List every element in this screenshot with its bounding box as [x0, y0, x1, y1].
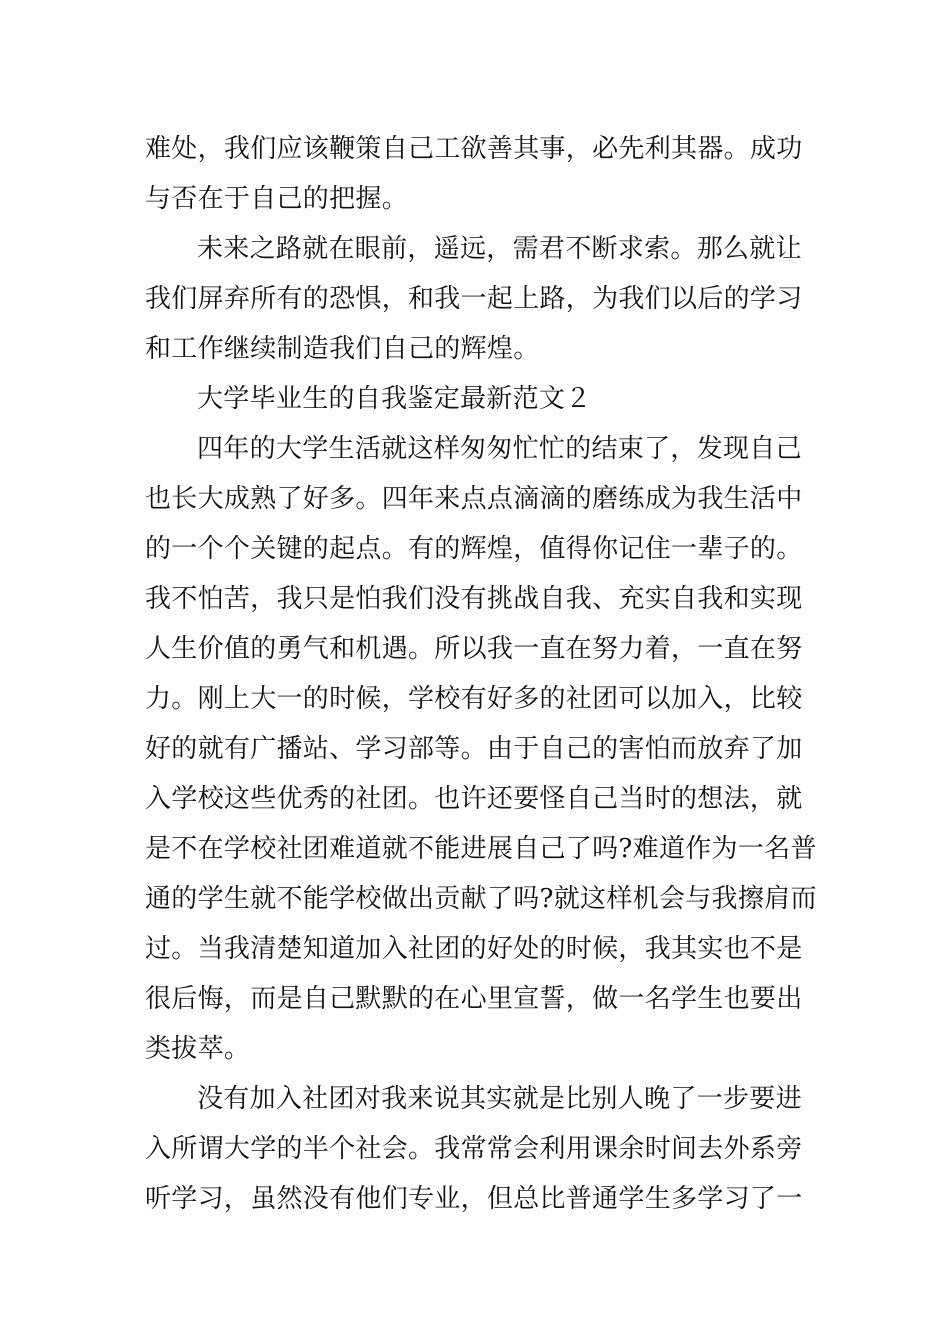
text-line: 过。当我清楚知道加入社团的好处的时候，我其实也不是: [145, 934, 803, 964]
text-line: 四年的大学生活就这样匆匆忙忙的结束了，发现自己: [197, 434, 802, 464]
text-line: 的一个个关键的起点。有的辉煌，值得你记住一辈子的。: [145, 534, 803, 564]
text-line: 人生价值的勇气和机遇。所以我一直在努力着，一直在努: [145, 634, 803, 664]
text-line: 好的就有广播站、学习部等。由于自己的害怕而放弃了加: [145, 734, 803, 764]
text-line: 大学毕业生的自我鉴定最新范文２: [197, 384, 592, 414]
text-line: 我不怕苦，我只是怕我们没有挑战自我、充实自我和实现: [145, 584, 803, 614]
text-line: 与否在于自己的把握。: [145, 184, 409, 214]
text-line: 和工作继续制造我们自己的辉煌。: [145, 334, 540, 364]
text-line: 也长大成熟了好多。四年来点点滴滴的磨练成为我生活中: [145, 484, 803, 514]
text-line: 很后悔，而是自己默默的在心里宣誓，做一名学生也要出: [145, 984, 803, 1014]
text-line: 没有加入社团对我来说其实就是比别人晚了一步要进: [197, 1084, 802, 1114]
text-line: 通的学生就不能学校做出贡献了吗?就这样机会与我擦肩而: [145, 884, 817, 914]
text-line: 是不在学校社团难道就不能进展自己了吗?难道作为一名普: [145, 834, 817, 864]
text-line: 未来之路就在眼前，遥远，需君不断求索。那么就让: [197, 234, 802, 264]
text-line: 力。刚上大一的时候，学校有好多的社团可以加入，比较: [145, 684, 803, 714]
text-line: 入所谓大学的半个社会。我常常会利用课余时间去外系旁: [145, 1134, 803, 1164]
document-body: [145, 124, 817, 1224]
text-line: 难处，我们应该鞭策自己工欲善其事，必先利其器。成功: [145, 134, 803, 164]
text-line: 我们屏弃所有的恐惧，和我一起上路，为我们以后的学习: [145, 284, 803, 314]
text-line: 入学校这些优秀的社团。也许还要怪自己当时的想法，就: [145, 784, 803, 814]
text-line: 类拔萃。: [145, 1034, 251, 1064]
text-line: 听学习，虽然没有他们专业，但总比普通学生多学习了一: [145, 1184, 803, 1214]
